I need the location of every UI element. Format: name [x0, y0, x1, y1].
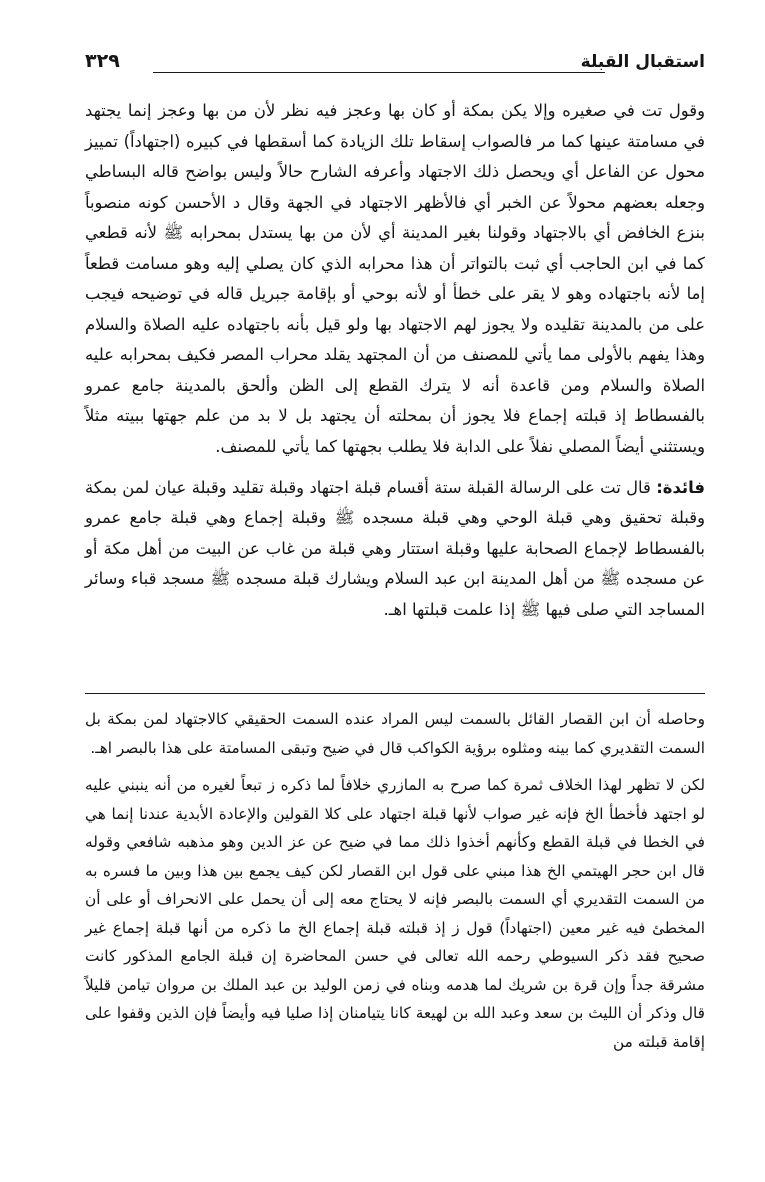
- main-text-block: [85, 96, 705, 625]
- footnote-separator: [85, 693, 705, 694]
- main-paragraph-1: وقول تت في صغيره وإلا يكن بمكة أو كان بها وعجز فيه نظر لأن من بها وعجز إنما يجتهد في مسامتة عينها كما مر فالصواب إسقاط تلك الزيادة كما أسقطها في كبيره (اجتهاداً) تمييز محول عن الفاعل أي ويحصل ذلك الاجتهاد وأعرفه الشارح حالاً وليس بواضح قاله البساطي وجعله بعضهم محولاً عن الخبر أي فالأظهر الاجتهاد في الجهة وقال د الأحسن كونه منصوباً بنزع الخافض أي بالاجتهاد وقولنا بغير المدينة أي لأن من بها يستدل بمحرابه ﷺ لأنه قطعي كما في ابن الحاجب أي ثبت بالتواتر أن هذا محرابه الذي كان يصلي إليه وهو مسامت قطعاً إما لأنه باجتهاده وهو لا يقر على خطأ أو لأنه بوحي أو بإقامة جبريل قاله في توضيحه فيجب على من بالمدينة تقليده ولا يجوز لهم الاجتهاد بها ولو قيل بأنه باجتهاده عليه الصلاة والسلام وهذا يفهم بالأولى مما يأتي للمصنف من أن المجتهد يقلد محراب المصر فكيف بمحرابه عليه الصلاة والسلام ومن قاعدة أنه لا يترك القطع إلى الظن وألحق بالمدينة جامع عمرو بالفسطاط إذ قبلته إجماع فلا يجوز أن بمحلته أن يجتهد بل لا بد من علم جهتها ببيته مثلاً ويستثني أيضاً المصلي نفلاً على الدابة فلا يطلب بجهتها كما يأتي للمصنف.: [85, 101, 705, 457]
- chapter-title: استقبال القبلة: [580, 52, 705, 72]
- footnote-block: [85, 705, 705, 1056]
- running-header: [85, 50, 705, 80]
- header-rule: [153, 72, 605, 73]
- footnote-paragraph-1: وحاصله أن ابن القصار القائل بالسمت ليس المراد عنده السمت الحقيقي كالاجتهاد لمن بمكة بل السمت التقديري كما بينه ومثلوه برؤية الكواكب قال في ضيح وتبقى المسامتة على هذا بالبصر اهـ.: [85, 710, 705, 757]
- footnote-paragraph-2: لكن لا تظهر لهذا الخلاف ثمرة كما صرح به المازري خلافاً لما ذكره ز تبعاً لغيره من أنه ينبني عليه لو اجتهد فأخطأ الخ فإنه غير صواب لأنها قبلة اجتهاد على كلا القولين والإعادة الأبدية عندنا إنما هي في الخطا في قبلة القطع وكأنهم أخذوا ذلك مما في ضيح عن عز الدين وهو مذهبه شافعي وقوله قال ابن حجر الهيتمي الخ هذا مبني على قول ابن القصار لكن كيف يجمع بين هذا وبين ما فسره به من السمت التقديري أي السمت بالبصر فإنه لا يحتاج معه إلى أن يحمل على الانحراف أو على أن المخطئ فيه غير معين (اجتهاداً) قول ز إذ قبلته قبلة إجماع الخ ما ذكره من أنها قبلة إجماع غير صحيح فقد ذكر السيوطي رحمه الله تعالى في حسن المحاضرة إن قبلة الجامع المذكور كانت مشرقة جداً وإن قرة بن شريك لما هدمه وبناه في زمن الوليد بن عبد الملك بن مروان تيامن قليلاً قال وذكر أن الليث بن سعد وعبد الله بن لهيعة كانا يتيامنان إذا صليا فيه وأيضاً فإن الذين وقفوا على إقامة قبلته من: [85, 776, 705, 1051]
- page-number: ٣٢٩: [85, 50, 120, 72]
- main-paragraph-2: [85, 473, 705, 626]
- benefit-text: قال تت على الرسالة القبلة ستة أقسام قبلة اجتهاد وقبلة تقليد وقبلة عيان لمن بمكة وقبلة تحقيق وهي قبلة الوحي وهي قبلة مسجده ﷺ وقبلة إجماع وهي قبلة جامع عمرو بالفسطاط لإجماع الصحابة عليها وقبلة استتار وهي قبلة من غاب عن البيت من أهل مكة أو عن مسجده ﷺ من أهل المدينة ابن عبد السلام ويشارك قبلة مسجده ﷺ مسجد قباء وسائر المساجد التي صلى فيها ﷺ إذا علمت قبلتها اهـ.: [85, 477, 705, 619]
- benefit-label: فائدة:: [656, 477, 705, 497]
